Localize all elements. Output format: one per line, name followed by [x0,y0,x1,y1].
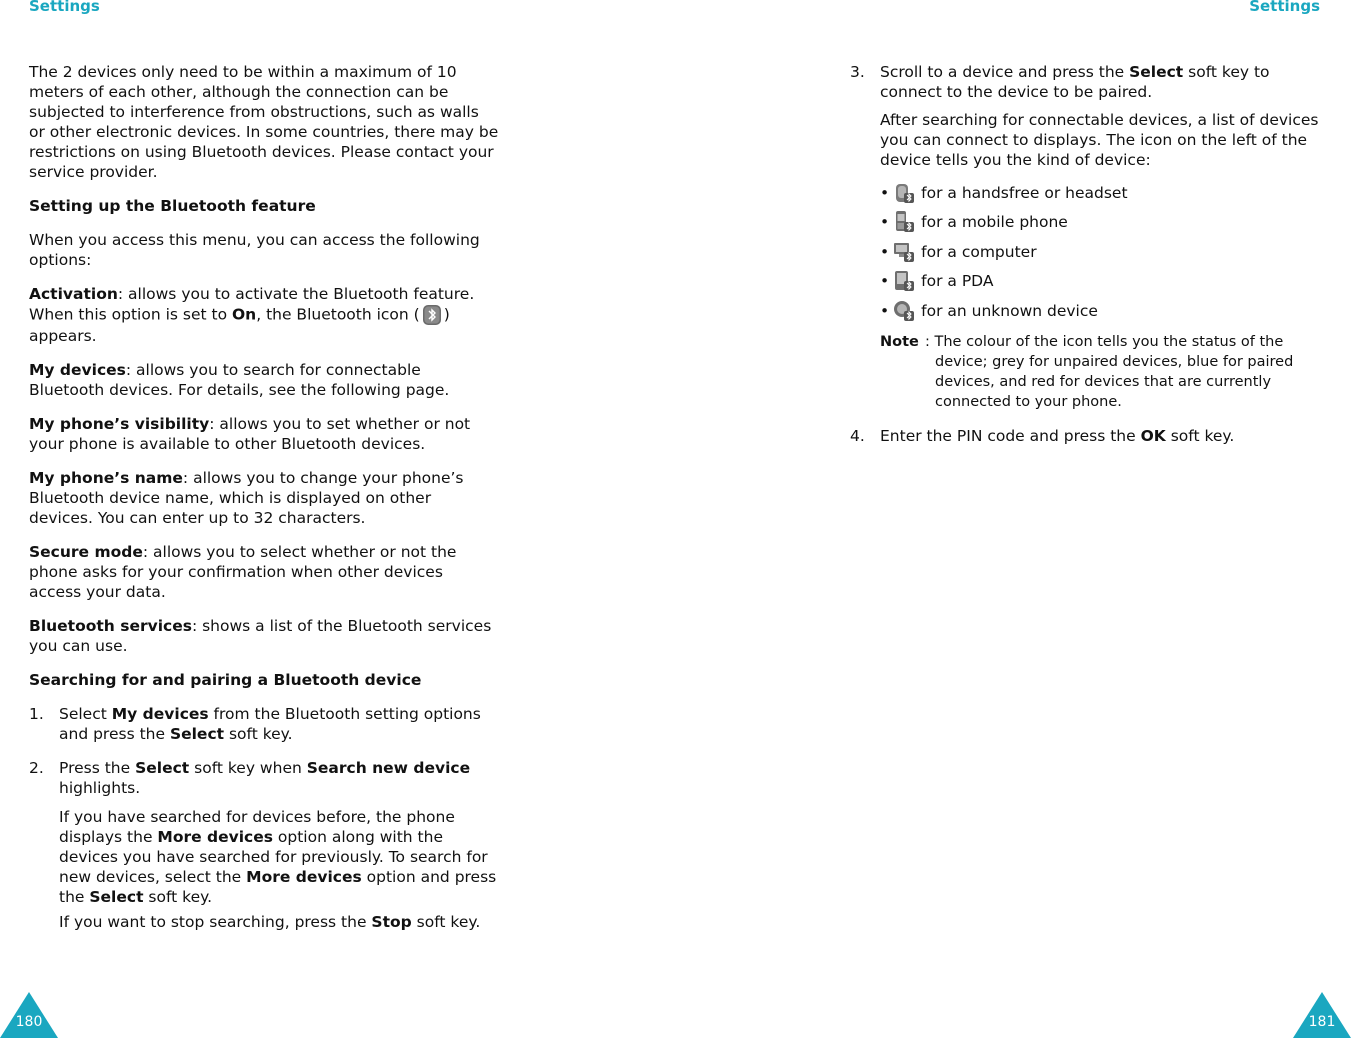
step-text: Enter the PIN code and press the [880,426,1141,445]
step-bold: Select [1129,63,1184,81]
step-number: 2. [29,759,44,777]
access-text: When you access this menu, you can access the following options: [29,231,480,269]
note [850,332,1320,412]
left-page-content [29,62,499,942]
pairing-heading: Searching for and pairing a Bluetooth device [29,671,422,689]
option-text: : allows you to search for connectable Bluetooth devices. For details, see the following page. [29,361,450,399]
bullet-text: for an unknown device [921,301,1098,320]
bluetooth-icon [422,304,442,326]
activation-text-3: ) appears. [29,305,450,345]
option-term: My phone’s visibility [29,415,210,433]
option-visibility [29,414,499,454]
step-2-detail-more-devices [29,807,499,907]
activation-option [29,284,499,346]
bullet-text: for a PDA [921,272,994,291]
step-bold: More devices [157,828,273,846]
step-text: soft key to connect to the device to be paired. [880,63,1270,101]
headset-icon [893,182,915,204]
step-text: highlights. [59,779,141,797]
bullet-dot: • [880,272,890,291]
step-bold: Select [169,725,225,743]
mobile-phone-icon [893,211,915,233]
step-text: Scroll to a device and press the [880,63,1130,81]
step-text: Press the [59,759,136,777]
page-number-left: 180 [15,1014,43,1030]
intro-paragraph: The 2 devices only need to be within a maximum of 10 meters of each other, although the connection can be subjected to interference from obstructions, such as walls or other electronic devices. In some countries, there may be restrictions on using Bluetooth devices. Please contact your service provider. [29,63,499,181]
activation-text-2: , the Bluetooth icon ( [256,305,420,324]
computer-icon [893,241,915,263]
step-text: soft key when [189,759,307,777]
option-term: Bluetooth services [29,617,192,635]
right-page-content [850,62,1320,460]
step-3 [850,62,1320,102]
bullet-dot: • [880,242,890,261]
step-4 [850,426,1320,446]
bluetooth-setup-heading: Setting up the Bluetooth feature [29,197,316,215]
step-bold: My devices [111,705,209,723]
step-bold: Stop [371,913,412,931]
step-text: Select [59,705,112,723]
unknown-device-icon [893,300,915,322]
device-type-unknown [850,296,1320,326]
step-bold: More devices [246,868,362,886]
right-page-header: Settings [1249,0,1320,15]
option-text: : allows you to change your phone’s Bluetooth device name, which is displayed on other devices. You can enter up to 32 characters. [29,469,464,527]
step-bold: Select [89,888,144,906]
note-text: : The colour of the icon tells you the status of the device; grey for unpaired devices, blue for paired devices, and red for devices that are currently connected to your phone. [925,333,1294,410]
option-term: Secure mode [29,543,143,561]
step-text: option along with the devices you have searched for previously. To search for new devices, select the [59,828,488,886]
option-my-devices [29,360,499,400]
step-text: soft key. [224,725,293,743]
activation-text-1: : allows you to activate the Bluetooth feature. When this option is set to [29,285,475,324]
bullet-dot: • [880,213,890,232]
step-number: 4. [850,426,865,445]
device-type-pda [850,267,1320,297]
step-text: soft key. [411,913,481,931]
option-term: My devices [29,361,126,379]
bullet-text: for a mobile phone [921,213,1068,232]
step-number: 3. [850,63,865,81]
bullet-dot: • [880,183,890,202]
step-2-detail-stop [29,912,499,932]
step-text: option and press the [59,868,497,906]
step-3-detail: After searching for connectable devices, a list of devices you can connect to displays. The icon on the left of the device tells you the kind of device: [880,111,1319,169]
step-bold: Search new device [306,759,471,777]
page-number-right: 181 [1308,1014,1336,1030]
option-text: : shows a list of the Bluetooth services you can use. [29,617,492,655]
option-text: : allows you to select whether or not the phone asks for your confirmation when other devices access your data. [29,543,457,601]
step-text: from the Bluetooth setting options and press the [59,705,481,743]
left-page-header: Settings [29,0,100,15]
pda-icon [893,270,915,292]
step-number: 1. [29,705,44,723]
step-text: If you want to stop searching, press the [59,913,372,931]
bullet-dot: • [880,301,890,320]
device-type-mobile-phone [850,208,1320,238]
activation-on: On [232,305,257,324]
option-bluetooth-services [29,616,499,656]
step-text: soft key. [1165,426,1235,445]
step-bold: OK [1140,426,1166,445]
option-term: My phone’s name [29,469,183,487]
device-type-headset [850,178,1320,208]
device-type-computer [850,237,1320,267]
option-text: : allows you to set whether or not your phone is available to other Bluetooth devices. [29,415,471,453]
step-text: If you have searched for devices before, the phone displays the [59,808,455,846]
activation-term: Activation [29,285,118,303]
note-label: Note [880,333,919,350]
bullet-text: for a handsfree or headset [921,183,1128,202]
step-2 [29,758,499,798]
step-text: soft key. [143,888,213,906]
option-secure-mode [29,542,499,602]
option-phone-name [29,468,499,528]
bullet-text: for a computer [921,242,1037,261]
step-bold: Select [135,759,190,777]
step-1 [29,704,499,744]
